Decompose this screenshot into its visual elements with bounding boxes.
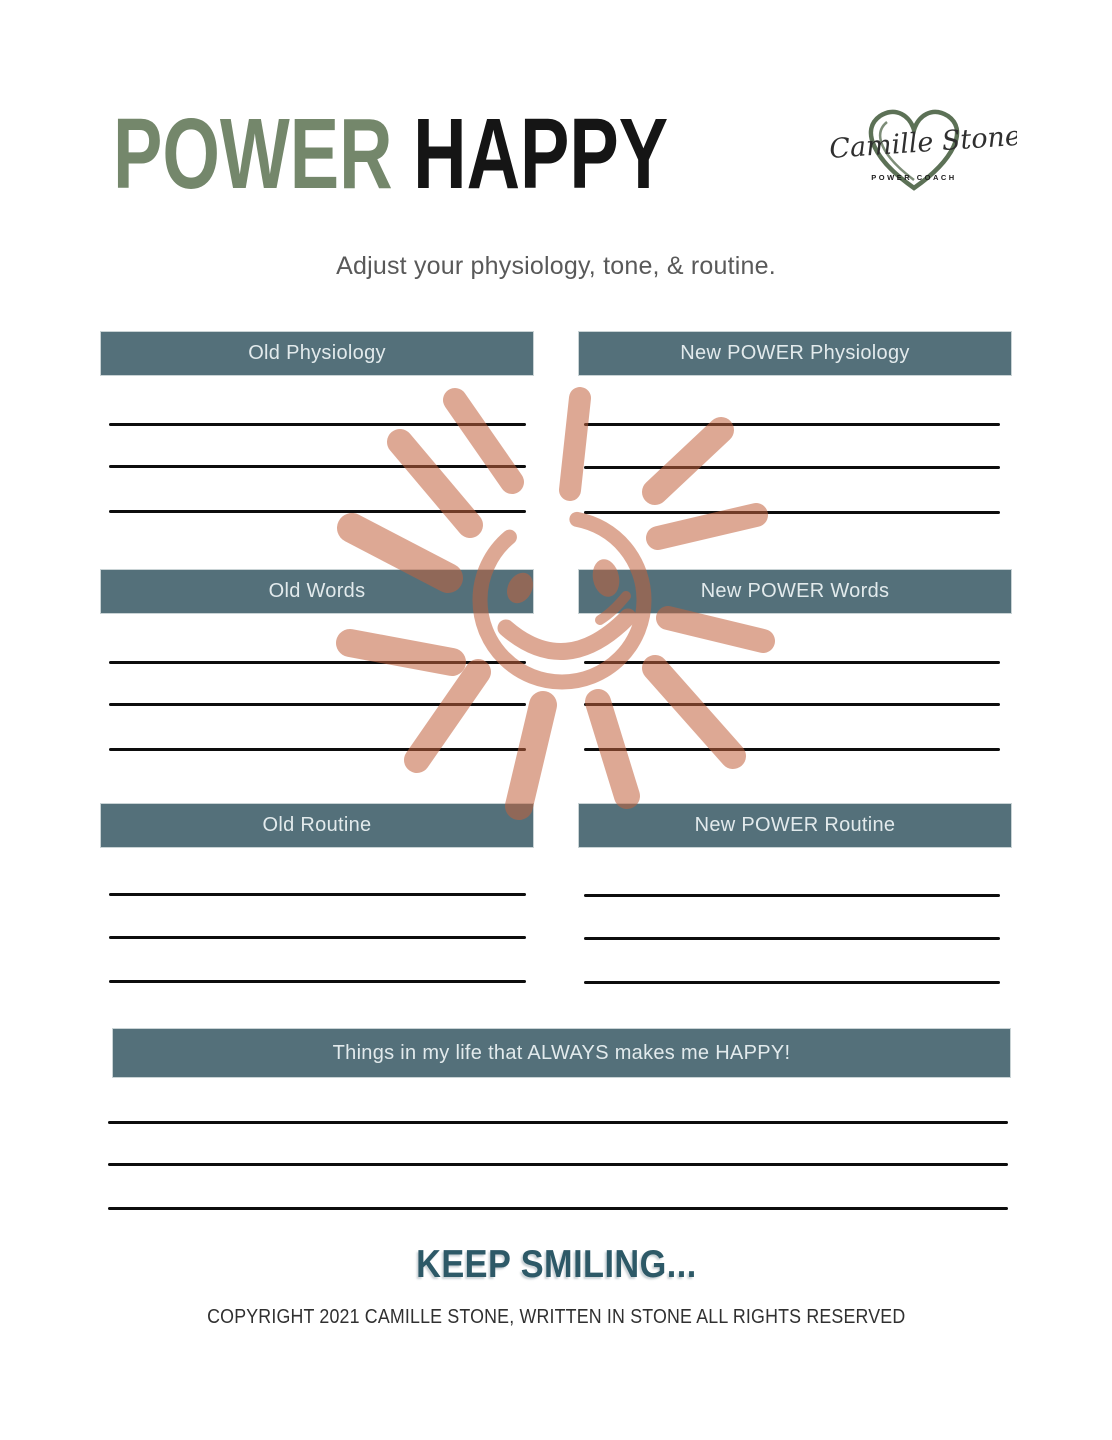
header-label: New POWER Routine <box>694 814 896 836</box>
write-line <box>109 703 526 706</box>
header-old-routine <box>100 803 534 848</box>
logo-name-text: Camille Stone <box>828 120 1017 165</box>
page-title <box>113 98 669 210</box>
header-label: New POWER Words <box>700 580 890 602</box>
write-line <box>584 511 1000 514</box>
write-line <box>108 1121 1008 1124</box>
write-line <box>584 423 1000 426</box>
write-line <box>584 466 1000 469</box>
header-old-words <box>100 569 534 614</box>
logo-tagline-text: POWER COACH <box>871 173 957 182</box>
write-line <box>584 703 1000 706</box>
footer-message <box>0 1243 1112 1287</box>
write-line <box>109 980 526 983</box>
header-label: Things in my life that ALWAYS makes me HAPPY! <box>332 1041 791 1064</box>
footer-copyright <box>0 1306 1112 1329</box>
write-line <box>584 937 1000 940</box>
write-line <box>584 894 1000 897</box>
keep-smiling-text: KEEP SMILING... <box>415 1243 697 1286</box>
write-line <box>109 748 526 751</box>
write-line <box>108 1207 1008 1210</box>
header-things-make-me-happy <box>112 1028 1011 1078</box>
subtitle: Adjust your physiology, tone, & routine. <box>336 252 776 280</box>
heart-logo-icon <box>812 96 1017 206</box>
write-line <box>109 893 526 896</box>
header-label: Old Physiology <box>248 342 386 364</box>
header-new-power-routine <box>578 803 1012 848</box>
write-line <box>584 661 1000 664</box>
header-new-power-physiology <box>578 331 1012 376</box>
title-word-power: POWER <box>113 98 393 210</box>
write-line <box>109 465 526 468</box>
copyright-text: COPYRIGHT 2021 CAMILLE STONE, WRITTEN IN STONE ALL RIGHTS RESERVED <box>206 1306 906 1328</box>
brand-logo <box>812 96 1017 206</box>
write-line <box>584 981 1000 984</box>
header-new-power-words <box>578 569 1012 614</box>
write-line <box>584 748 1000 751</box>
write-line <box>109 661 526 664</box>
header-old-physiology <box>100 331 534 376</box>
header-label: Old Words <box>268 580 366 602</box>
write-line <box>109 936 526 939</box>
write-line <box>108 1163 1008 1166</box>
write-line <box>109 510 526 513</box>
title-word-happy: HAPPY <box>413 98 669 210</box>
header-label: Old Routine <box>262 814 372 836</box>
write-line <box>109 423 526 426</box>
header-label: New POWER Physiology <box>680 342 910 364</box>
